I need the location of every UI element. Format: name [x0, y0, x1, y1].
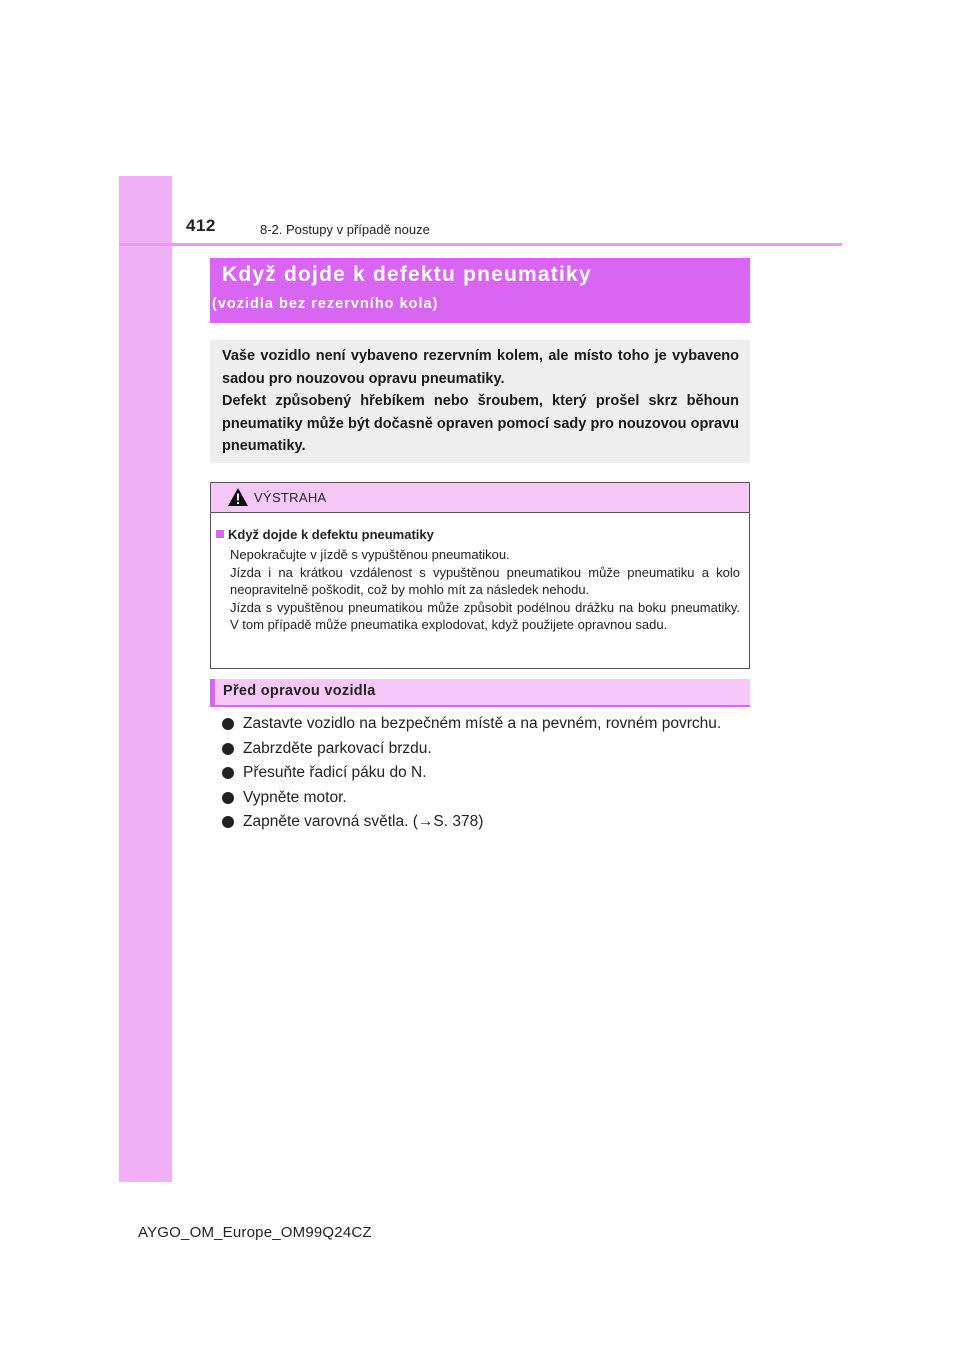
- header-rule: [119, 243, 842, 246]
- list-item-text: Vypněte motor.: [243, 788, 347, 806]
- bullet-dot-icon: [222, 816, 234, 828]
- bullet-dot-icon: [222, 743, 234, 755]
- list-item: [222, 737, 721, 762]
- list-item-text: Zastavte vozidlo na bezpečném místě a na pevném, rovném povrchu.: [243, 715, 722, 733]
- bullet-list: [222, 712, 721, 835]
- section-accent-bar: [210, 679, 215, 705]
- page-sidebar-tab: [119, 176, 172, 1182]
- list-item: [222, 761, 721, 786]
- list-item: [222, 712, 721, 737]
- warning-paragraph-3: Jízda s vypuštěnou pneumatikou může způsobit podélnou drážku na boku pneumatiky. V tom případě může pneumatika explodovat, když použijete opravnou sadu.: [230, 599, 740, 633]
- section-title: Před opravou vozidla: [223, 683, 376, 699]
- footer-doc-id: AYGO_OM_Europe_OM99Q24CZ: [138, 1224, 372, 1241]
- warning-paragraph-1: Nepokračujte v jízdě s vypuštěnou pneumatikou.: [230, 547, 510, 562]
- warning-header: [211, 483, 749, 513]
- page-subtitle: (vozidla bez rezervního kola): [212, 296, 439, 312]
- list-item: [222, 810, 721, 835]
- warning-box: [210, 482, 750, 669]
- warning-label: VÝSTRAHA: [254, 490, 327, 505]
- bullet-dot-icon: [222, 767, 234, 779]
- list-item-text: Zabrzděte parkovací brzdu.: [243, 739, 432, 757]
- warning-title: [216, 527, 434, 542]
- intro-paragraph-2: Defekt způsobený hřebíkem nebo šroubem, který prošel skrz běhoun pneumatiky může být dočasně opraven pomocí sady pro nouzovou opravu pneumatiky.: [222, 393, 739, 454]
- square-bullet-icon: [216, 530, 224, 538]
- title-block: [210, 258, 750, 323]
- chapter-heading: 8-2. Postupy v případě nouze: [260, 222, 430, 237]
- list-item-text: Zapněte varovná světla. (→S. 378): [243, 813, 484, 831]
- warning-title-text: Když dojde k defektu pneumatiky: [228, 527, 434, 542]
- intro-box: [210, 340, 750, 463]
- warning-paragraph-2: Jízda i na krátkou vzdálenost s vypuštěnou pneumatikou může pneumatiku a kolo neopravitelně poškodit, což by mohlo mít za následek nehodu.: [230, 564, 740, 598]
- bullet-dot-icon: [222, 718, 234, 730]
- warning-text: [230, 546, 740, 634]
- section-header: [210, 679, 750, 707]
- warning-triangle-icon: [227, 487, 249, 507]
- page-title: Když dojde k defektu pneumatiky: [222, 263, 592, 286]
- list-item: [222, 786, 721, 811]
- list-item-text: Přesuňte řadicí páku do N.: [243, 764, 427, 782]
- bullet-dot-icon: [222, 792, 234, 804]
- intro-paragraph-1: Vaše vozidlo není vybaveno rezervním kolem, ale místo toho je vybaveno sadou pro nouzovou opravu pneumatiky.: [222, 348, 739, 387]
- page-number: 412: [186, 216, 216, 235]
